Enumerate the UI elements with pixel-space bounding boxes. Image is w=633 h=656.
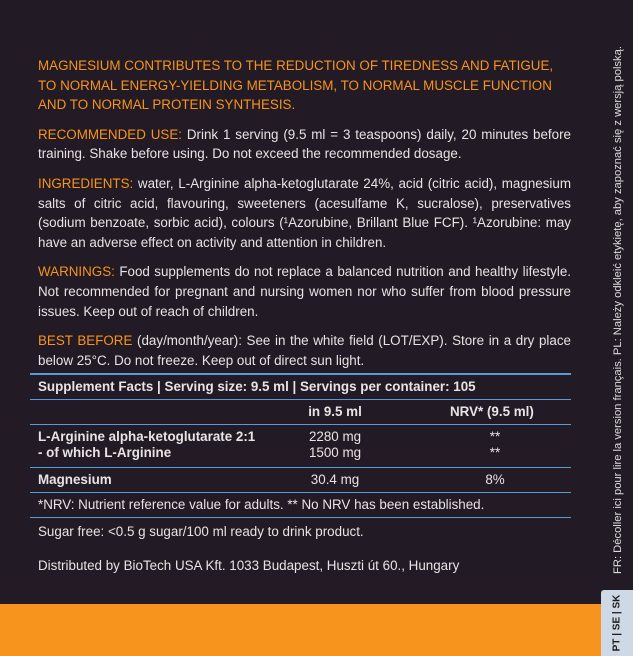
- warnings-text: Food supplements do not replace a balanced nutrition and healthy lifestyle. Not recommended for pregnant and nursing women nor who suffer from blood pressure issues. Keep out of reach of children.: [38, 264, 571, 319]
- language-tab-label: PT | SE | SK: [611, 594, 623, 652]
- row-name: L-Arginine alpha-ketoglutarate 2:1: [38, 429, 256, 444]
- orange-band: [0, 604, 601, 656]
- peel-instruction-text: FR: Décoller ici pour lire la version français. PL: Należy odkleić etykietę, aby zapoznać się z wersją polską.: [612, 46, 624, 574]
- table-row: [30, 445, 571, 467]
- row-nrv: 8%: [485, 472, 505, 487]
- recommended-use-text: Drink 1 serving (9.5 ml = 3 teaspoons) daily, 20 minutes before training. Shake before using. Do not exceed the recommended dosage.: [38, 126, 571, 162]
- supplement-facts-table: [30, 373, 571, 578]
- row-name: Magnesium: [38, 472, 112, 487]
- row-nrv: **: [489, 429, 501, 444]
- best-before-label: BEST BEFORE: [38, 333, 133, 349]
- sugar-note: Sugar free: <0.5 g sugar/100 ml ready to drink product.: [38, 524, 364, 539]
- table-row: [30, 468, 571, 492]
- health-claim-headline: MAGNESIUM CONTRIBUTES TO THE REDUCTION OF TIREDNESS AND FATIGUE, TO NORMAL ENERGY-YIELDING METABOLISM, TO NORMAL MUSCLE FUNCTION AND TO NORMAL PROTEIN SYNTHESIS.: [38, 58, 554, 113]
- best-before-text: (day/month/year): See in the white field (LOT/EXP). Store in a dry place below 25°C. Do not freeze. Keep out of direct sun light.: [38, 333, 572, 368]
- col-nrv-header: NRV* (9.5 ml): [450, 404, 534, 419]
- best-before: [38, 331, 571, 370]
- language-tab[interactable]: [601, 590, 633, 656]
- row-name: - of which L-Arginine: [38, 445, 172, 460]
- distributor: Distributed by BioTech USA Kft. 1033 Budapest, Huszti út 60., Hungary: [38, 558, 460, 573]
- row-amount: 2280 mg: [308, 429, 362, 444]
- divider: [30, 517, 571, 518]
- recommended-use: [38, 125, 571, 164]
- label-text-block: [38, 56, 571, 380]
- peel-instruction: [605, 40, 631, 580]
- facts-header-row: [30, 400, 571, 424]
- ingredients: [38, 174, 571, 252]
- warnings: [38, 262, 571, 321]
- facts-title: Supplement Facts | Serving size: 9.5 ml | Servings per container: 105: [38, 379, 476, 394]
- col-amount-header: in 9.5 ml: [308, 404, 362, 419]
- row-amount: 1500 mg: [308, 445, 362, 460]
- ingredients-text: water, L-Arginine alpha-ketoglutarate 24%, acid (citric acid), magnesium salts of citric acid, flavouring, sweeteners (acesulfame K, sucralose), preservatives (sodium benzoate, sorbic acid), colours (¹Azorubine, Brillant Blue FCF). ¹Azorubine: may have an adverse effect on activity and attention in children.: [38, 175, 571, 250]
- row-amount: 30.4 mg: [310, 472, 360, 487]
- nrv-footnote: *NRV: Nutrient reference value for adults. ** No NRV has been established.: [38, 497, 485, 512]
- ingredients-label: INGREDIENTS:: [38, 175, 134, 191]
- table-row: [30, 425, 571, 445]
- recommended-use-label: RECOMMENDED USE:: [38, 126, 182, 142]
- warnings-label: WARNINGS:: [38, 264, 115, 280]
- row-nrv: **: [489, 445, 501, 460]
